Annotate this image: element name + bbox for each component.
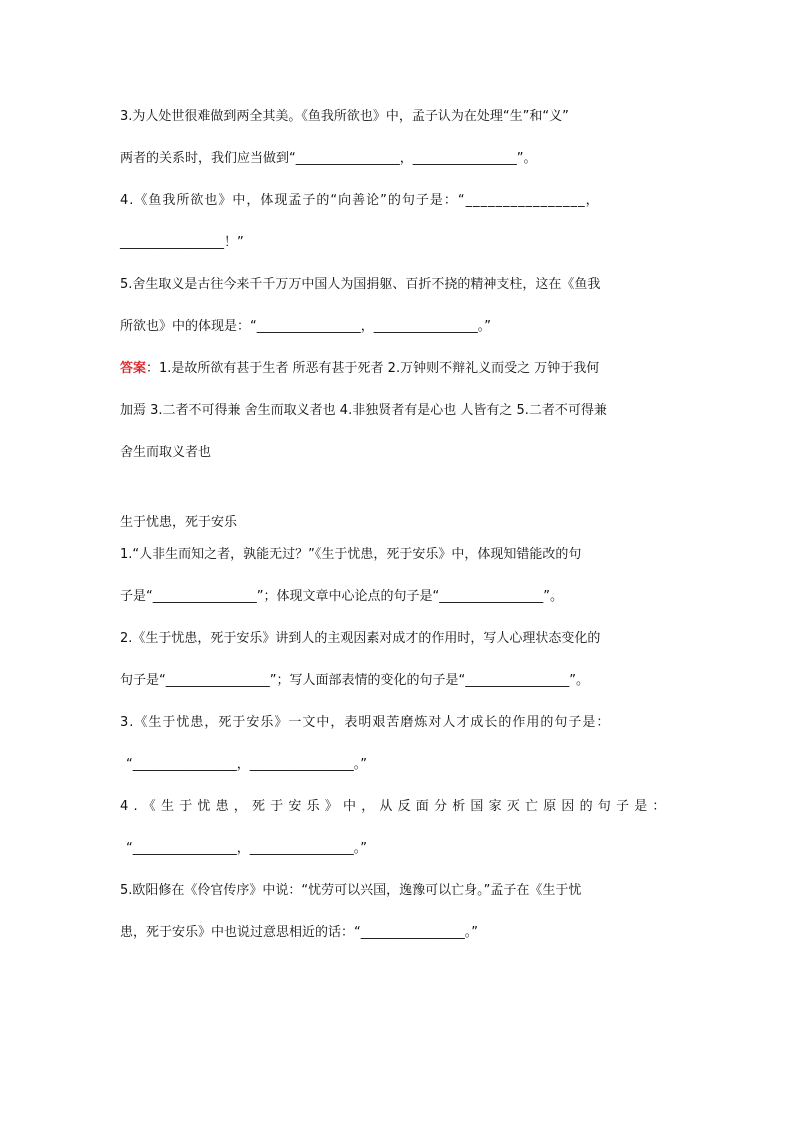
s2-question-4-line-2: “________________，________________。” (126, 841, 367, 856)
answer-label: 答案 (120, 361, 147, 376)
s2-question-2-line-1: 2.《生于忧患，死于安乐》讲到人的主观因素对成才的作用时，写人心理状态变化的 (120, 631, 601, 646)
question-3-line-2: 两者的关系时，我们应当做到“________________，________________”。 (120, 151, 537, 166)
answer-line-3: 舍生而取义者也 (120, 445, 212, 460)
question-3-line-1: 3.为人处世很难做到两全其美。《鱼我所欲也》中，孟子认为在处理“生”和“义” (120, 109, 569, 124)
s2-question-4-line-1: 4.《生于忧患，死于安乐》中，从反面分析国家灭亡原因的句子是： (120, 799, 671, 814)
s2-question-1-line-2: 子是“________________”；体现文章中心论点的句子是“________________”。 (120, 589, 563, 604)
question-5-line-2: 所欲也》中的体现是：“________________，________________。” (120, 319, 491, 334)
answer-line-1 (120, 360, 700, 378)
answer-text-1: ：1.是故所欲有甚于生者 所恶有甚于死者 2.万钟则不辩礼义而受之 万钟于我何 (146, 361, 600, 376)
question-4-line-2: ________________！” (120, 235, 244, 250)
s2-question-5-line-1: 5.欧阳修在《伶官传序》中说：“忧劳可以兴国，逸豫可以亡身。”孟子在《生于忧 (120, 883, 582, 898)
question-5-line-1: 5.舍生取义是古往今来千千万万中国人为国捐躯、百折不挠的精神支柱，这在《鱼我 (120, 277, 601, 292)
s2-question-5-line-2: 患，死于安乐》中也说过意思相近的话：“________________。” (120, 925, 478, 940)
section-title: 生于忧患，死于安乐 (120, 515, 238, 530)
s2-question-1-line-1: 1.“人非生而知之者，孰能无过？”《生于忧患，死于安乐》中，体现知错能改的句 (120, 547, 582, 562)
answer-line-2: 加焉 3.二者不可得兼 舍生而取义者也 4.非独贤者有是心也 人皆有之 5.二者不可得兼 (120, 403, 607, 418)
s2-question-2-line-2: 句子是“________________”；写人面部表情的变化的句子是“________________”。 (120, 673, 589, 688)
question-4-line-1: 4.《鱼我所欲也》中，体现孟子的“向善论”的句子是：“________________， (120, 193, 600, 208)
s2-question-3-line-1: 3.《生于忧患，死于安乐》一文中，表明艰苦磨炼对人才成长的作用的句子是： (120, 715, 611, 730)
s2-question-3-line-2: “________________，________________。” (126, 757, 367, 772)
